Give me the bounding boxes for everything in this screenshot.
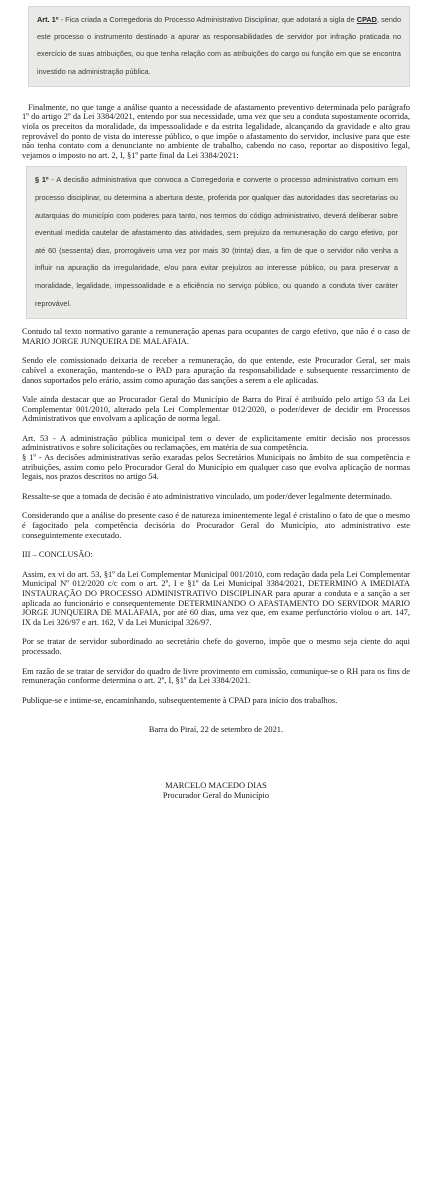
place-date: Barra do Piraí, 22 de setembro de 2021. (148, 724, 284, 735)
paragraph-assim: Assim, ex vi do art. 53, §1º da Lei Complementar Municipal 001/2010, com redação dada pela Lei Complementar Municipal Nº 012/2020 c/c com o art. 2º, I e §1º da Lei Municipal 3384/2021, DETERMINO A IMEDIATA INSTAURAÇÃO DO PROCESSO ADMINISTRATIVO DISCIPLINAR para apurar a conduta e a sanção a ser aplicada ao funcionário e consequentemente DETERMINANDO O AFASTAMENTO DO SERVIDOR MARIO JORGE JUNQUEIRA DE MALAFAIA, por até 60 dias, uma vez que, em exame perfunctório violou o art. 147, IX da Lei 326/97 e art. 162, V da Lei Municipal 326/97. (22, 568, 410, 627)
paragraph-contudo: Contudo tal texto normativo garante a remuneração apenas para ocupantes de cargo efetivo, que não é o caso de MARIO JORGE JUNQUEIRA DE MALAFAIA. (22, 326, 410, 346)
paragraph-art53: Art. 53 - A administração pública municipal tem o dever de explicitamente emitir decisão nos processos administrativos e sobre solicitações ou reclamações, em matéria de sua competência. (22, 432, 410, 453)
paragraph-vale: Vale ainda destacar que ao Procurador Geral do Município de Barra do Piraí é atribuído pelo artigo 53 da Lei Complementar 001/2010, alterado pela Lei Complementar 012/2020, o poder/dever de decidir em Processos Administrativos que envolvam a aplicação de norma legal. (22, 394, 410, 424)
paragraph-em-razao: Em razão de se tratar de servidor do quadro de livre provimento em comissão, comunique-se o RH para os fins de remuneração conforme determina o art. 2º, I, §1º da Lei 3384/2021. (22, 665, 410, 686)
paragraph-publique: Publique-se e intime-se, encaminhando, subsequentemente à CPAD para início dos trabalhos. (22, 694, 338, 705)
signatory-name: MARCELO MACEDO DIAS (165, 779, 267, 790)
paragraph-sendo: Sendo ele comissionado deixaria de receber a remuneração, do que entende, este Procurador Geral, ser mais cabível a exoneração, mantendo-se o PAD para apuração da responsabilidade e subsequente ressarcimento de danos suportados pelo erário, assim como apuração das sanções a serem a ele aplicadas. (22, 355, 410, 385)
document-page (22, 6, 410, 800)
section-1-lead: § 1º (35, 175, 49, 185)
section-1-quote-block (26, 166, 407, 319)
paragraph-considerando: Considerando que a análise do presente caso é de natureza iminentemente legal é cristalino o fato de que o mesmo é fagocitado pela competência decisória do Procurador Geral do Município, ato administrativo este conseguintemente executado. (22, 510, 410, 540)
article-1-text-a: - Fica criada a Corregedoria do Processo Administrativo Disciplinar, que adotará a sigla de (58, 15, 357, 24)
cpad-acronym: CPAD (356, 15, 377, 24)
paragraph-finalmente: Finalmente, no que tange a análise quanto a necessidade de afastamento preventivo determinada pelo parágrafo 1º do artigo 2º da Lei 3384/2021, entendo por sua necessidade, uma vez que seu a conduta supostamente ocorrida, viola os preceitos da moralidade, da impessoalidade e da estrita legalidade, alcançando da gravidade e alto grau reprovável do ponto de vista do interesse público, o que impõe o afastamento do servidor, inclusive para que este não tenha contato com a denunciante no ambiente de trabalho, cabendo no caso, reportar ao dispositivo legal, vejamos o imposto no art. 2, I, §1º parte final da Lei 3384/2021: (22, 101, 410, 160)
article-1-quote-block (28, 6, 410, 87)
signatory-title: Procurador Geral do Município (162, 789, 270, 800)
article-1-text-b: , sendo este processo o instrumento destinado a apurar as responsabilidades de servidor por infração praticada no exercício de suas atribuições, ou que tenha relação com as atribuições do cargo ou função em que se encontra investido na administração pública. (37, 15, 401, 76)
conclusion-heading: III – CONCLUSÃO: (22, 549, 93, 560)
section-1-text: - A decisão administrativa que convoca a Corregedoria e converte o processo administrativo comum em processo disciplinar, ou determina a abertura deste, proferida por qualquer das autoridades das secretarias ou autarquias do município com poderes para tanto, nos termos do código administrativo, deverá deliberar sobre eventual medida cautelar de afastamento das atividades, sem prejuízo da remuneração do cargo efetivo, por até 60 (sessenta) dias, prorrogáveis uma vez por mais 30 (trinta) dias, a fim de que o servidor não venha a influir na apuração da irregularidade, e/ou para evitar prejuízos ao interesse público, ou para preservar a moralidade, legalidade, impessoalidade e a eficiência no serviço público, ou quando a conduta tiver caráter reprovável. (35, 175, 398, 308)
article-1-lead: Art. 1º (37, 15, 59, 24)
paragraph-art53-section1: § 1º - As decisões administrativas serão exaradas pelos Secretários Municipais no âmbito de sua competência e atribuições, assim como pelo Procurador Geral do Município em qualquer caso que evolva aplicação de normas legais, nos prazos descritos no artigo 54. (22, 452, 410, 482)
paragraph-ressalte: Ressalte-se que a tomada de decisão é ato administrativo vinculado, um poder/dever legalmente determinado. (22, 490, 392, 501)
paragraph-por-se: Por se tratar de servidor subordinado ao secretário chefe do governo, impõe que o mesmo seja ciente do aqui processado. (22, 636, 410, 656)
